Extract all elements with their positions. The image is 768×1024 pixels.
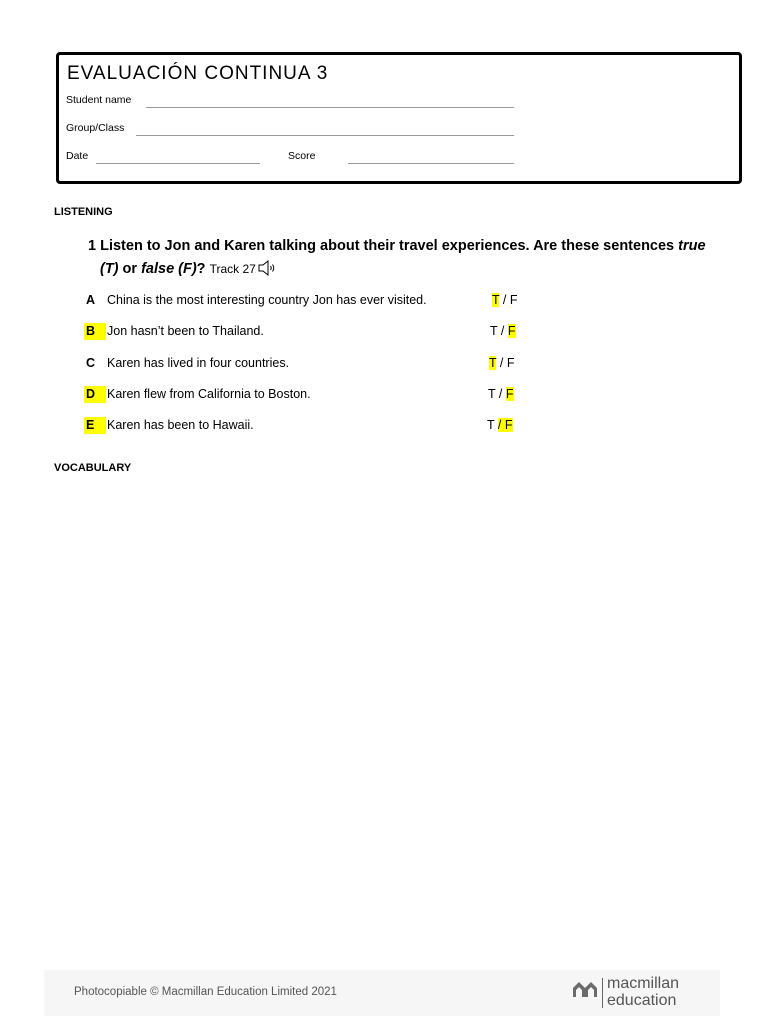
true-false-choice [488, 386, 514, 403]
date-field[interactable] [96, 163, 260, 164]
false-option[interactable]: F [505, 387, 514, 401]
instruction-or: or [122, 261, 138, 277]
brand-divider [602, 978, 603, 1008]
item-letter: E [84, 417, 106, 434]
question-instruction-text: Listen to Jon and Karen talking about their travel experiences. Are these sentences [100, 238, 675, 254]
separator: / [497, 418, 502, 432]
date-label: Date [66, 150, 89, 162]
score-label: Score [288, 150, 316, 162]
list-item [84, 417, 534, 435]
true-false-choice [487, 417, 513, 434]
score-field[interactable] [348, 163, 514, 164]
separator: / [500, 324, 505, 338]
question-number: 1 [88, 238, 97, 254]
brand-line2: education [607, 992, 677, 1009]
item-letter: C [86, 356, 96, 370]
item-letter: B [84, 323, 106, 340]
track-label: Track 27 [209, 262, 256, 276]
item-text: Karen has lived in four countries. [107, 356, 290, 370]
item-text: Jon hasn’t been to Thailand. [107, 324, 264, 338]
page-footer [44, 970, 720, 1016]
true-option[interactable]: T [492, 293, 500, 307]
separator: / [502, 293, 507, 307]
macmillan-logo-icon [572, 980, 598, 998]
instruction-qmark: ? [196, 261, 206, 277]
question-instruction-line1 [88, 238, 706, 254]
group-class-field[interactable] [136, 135, 514, 136]
brand-name [607, 975, 679, 1009]
copyright-notice: Photocopiable © Macmillan Education Limited 2021 [74, 986, 337, 998]
true-false-choice [492, 292, 518, 309]
student-name-field[interactable] [146, 107, 514, 108]
list-item [84, 292, 534, 310]
item-letter: D [84, 386, 106, 403]
list-item [84, 355, 534, 373]
speaker-icon[interactable] [258, 260, 278, 280]
vocabulary-heading: VOCABULARY [54, 462, 132, 474]
item-letter: A [86, 293, 96, 307]
false-option[interactable]: F [504, 418, 513, 432]
instruction-true: true [678, 238, 706, 254]
item-text: Karen has been to Hawaii. [107, 418, 254, 432]
false-option[interactable]: F [509, 293, 518, 307]
true-option[interactable]: T [489, 356, 497, 370]
true-option[interactable]: T [488, 387, 496, 401]
brand-line1: macmillan [607, 975, 680, 992]
page-title: EVALUACIÓN CONTINUA 3 [67, 63, 329, 84]
true-false-choice [490, 323, 516, 340]
false-option[interactable]: F [506, 356, 515, 370]
false-option[interactable]: F [507, 324, 516, 338]
question-instruction-line2 [100, 260, 278, 280]
list-item [84, 386, 534, 404]
student-name-label: Student name [66, 94, 132, 106]
instruction-t: (T) [100, 261, 119, 277]
list-item [84, 323, 534, 341]
true-option[interactable]: T [490, 324, 498, 338]
true-option[interactable]: T [487, 418, 495, 432]
false-highlight [498, 418, 513, 432]
separator: / [498, 387, 503, 401]
student-info-box [56, 52, 742, 184]
item-text: China is the most interesting country Jon has ever visited. [107, 293, 427, 307]
true-false-choice [489, 355, 515, 372]
separator: / [499, 356, 504, 370]
item-text: Karen flew from California to Boston. [107, 387, 311, 401]
instruction-false: false (F) [141, 261, 197, 277]
listening-heading: LISTENING [54, 206, 113, 218]
group-class-label: Group/Class [66, 122, 125, 134]
